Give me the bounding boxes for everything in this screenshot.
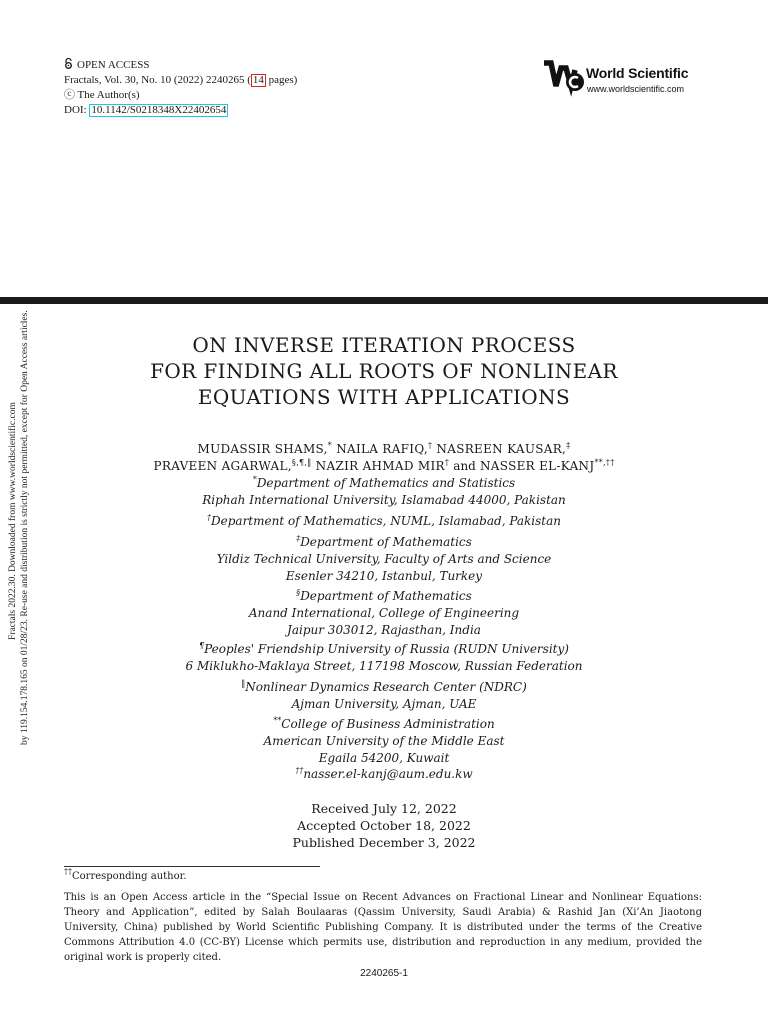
article-meta [64, 58, 297, 118]
affiliation-text: College of Business Administration [281, 717, 495, 731]
download-notice-line-1: Fractals 2022.30. Downloaded from www.worldscientific.com [8, 402, 18, 640]
page-count-link[interactable]: 14 [252, 74, 264, 86]
affiliation-line: Riphah International University, Islamabad 44000, Pakistan [202, 493, 566, 507]
affiliation-line: 6 Miklukho-Maklaya Street, 117198 Moscow, Russian Federation [185, 659, 583, 673]
download-notice-line-2: by 119.154.178.165 on 01/28/23. Re-use and distribution is strictly not permitted, except for Open Access articles. [20, 310, 30, 745]
affiliation-mark: † [207, 513, 212, 522]
title-line: ON INVERSE ITERATION PROCESS [192, 333, 576, 357]
author-mark: † [444, 458, 450, 467]
paper-title [0, 332, 768, 410]
affiliation-text: Department of Mathematics [300, 535, 472, 549]
published-date: Published December 3, 2022 [292, 835, 476, 850]
author-name: NASSER EL-KANJ [480, 459, 595, 473]
affiliation-line: Yildiz Technical University, Faculty of Arts and Science [216, 552, 552, 566]
authors-line-1 [0, 442, 768, 456]
author-mark: * [327, 441, 333, 450]
author-name: PRAVEEN AGARWAL, [153, 459, 292, 473]
affiliation-text: Department of Mathematics [300, 589, 472, 603]
publisher-url: www.worldscientific.com [587, 84, 685, 94]
affiliation-mark: †† [295, 766, 304, 775]
affiliation-line [0, 680, 768, 694]
title-line: EQUATIONS WITH APPLICATIONS [197, 385, 571, 409]
footnote-mark: †† [64, 867, 72, 876]
affiliation-line: Jaipur 303012, Rajasthan, India [287, 623, 481, 637]
affiliation-mark: * [252, 475, 257, 484]
doi-line [64, 103, 297, 118]
affiliation-mark: ** [273, 716, 282, 725]
open-access-lock-icon [64, 58, 73, 69]
footnote-rule [64, 866, 320, 867]
author-mark: † [427, 441, 433, 450]
doi-label: DOI: [64, 104, 90, 116]
publisher-logo[interactable] [542, 60, 702, 100]
author-email[interactable]: nasser.el-kanj@aum.edu.kw [303, 767, 473, 781]
affiliation-line: Ajman University, Ajman, UAE [291, 697, 477, 711]
publisher-name: World Scientific [586, 65, 689, 81]
affiliation-mark: ‖ [241, 679, 246, 688]
affiliation-line [0, 767, 768, 781]
affiliation-line: American University of the Middle East [263, 734, 505, 748]
affiliation-mark: ‡ [296, 534, 301, 543]
author-name: MUDASSIR SHAMS, [197, 442, 328, 456]
affiliation-text: Peoples' Friendship University of Russia (RUDN University) [204, 642, 569, 656]
journal-citation-prefix: Fractals, Vol. 30, No. 10 (2022) 2240265 ( [64, 74, 251, 86]
received-date: Received July 12, 2022 [311, 801, 457, 816]
affiliation-line: Anand International, College of Engineering [248, 606, 520, 620]
author-mark: **,†† [594, 458, 615, 467]
affiliation-text: Nonlinear Dynamics Research Center (NDRC) [245, 680, 527, 694]
open-access-line [64, 58, 297, 73]
corresponding-author-note [64, 867, 187, 882]
author-mark: §,¶,‖ [291, 458, 312, 467]
title-line: FOR FINDING ALL ROOTS OF NONLINEAR [150, 359, 618, 383]
author-conjunction: and [453, 459, 476, 473]
journal-citation-suffix: pages) [265, 74, 298, 86]
header-rule [0, 297, 768, 304]
footnote-text: Corresponding author. [72, 871, 187, 882]
affiliation-line [0, 535, 768, 549]
page-number: 2240265-1 [360, 968, 408, 979]
journal-citation [64, 73, 297, 88]
accepted-date: Accepted October 18, 2022 [297, 818, 471, 833]
affiliation-text: Department of Mathematics, NUML, Islamabad, Pakistan [211, 514, 561, 528]
author-mark: ‡ [566, 441, 571, 450]
world-scientific-emblem-icon [542, 60, 586, 98]
doi-link[interactable]: 10.1142/S0218348X22402654 [91, 104, 227, 116]
affiliation-text: Department of Mathematics and Statistics [256, 476, 516, 490]
affiliation-line [0, 589, 768, 603]
affiliation-line [0, 717, 768, 731]
affiliation-line [0, 476, 768, 490]
authors-line-2 [0, 459, 768, 473]
author-name: NASREEN KAUSAR, [436, 442, 567, 456]
affiliation-line: Esenler 34210, Istanbul, Turkey [285, 569, 483, 583]
affiliation-mark: § [296, 588, 301, 597]
affiliation-line [0, 514, 768, 528]
open-access-label: OPEN ACCESS [77, 59, 150, 71]
copyright-line: ⓒ The Author(s) [64, 89, 140, 101]
license-statement: This is an Open Access article in the “Special Issue on Recent Advances on Fractional Linear and Nonlinear Equations: Theory and Application”, edited by Salah Boulaaras (Qassim University, Saudi Arabia) & Rashid Jan (Xi’An Jiaotong University, China) published by World Scientific Publishing Company. It is distributed under the terms of the Creative Commons Attribution 4.0 (CC-BY) License which permits use, distribution and reproduction in any medium, provided the original work is properly cited. [64, 892, 702, 963]
affiliation-line: Egaila 54200, Kuwait [318, 751, 450, 765]
author-name: NAILA RAFIQ, [336, 442, 428, 456]
author-name: NAZIR AHMAD MIR [315, 459, 445, 473]
affiliation-line [0, 642, 768, 656]
affiliation-mark: ¶ [199, 641, 205, 650]
